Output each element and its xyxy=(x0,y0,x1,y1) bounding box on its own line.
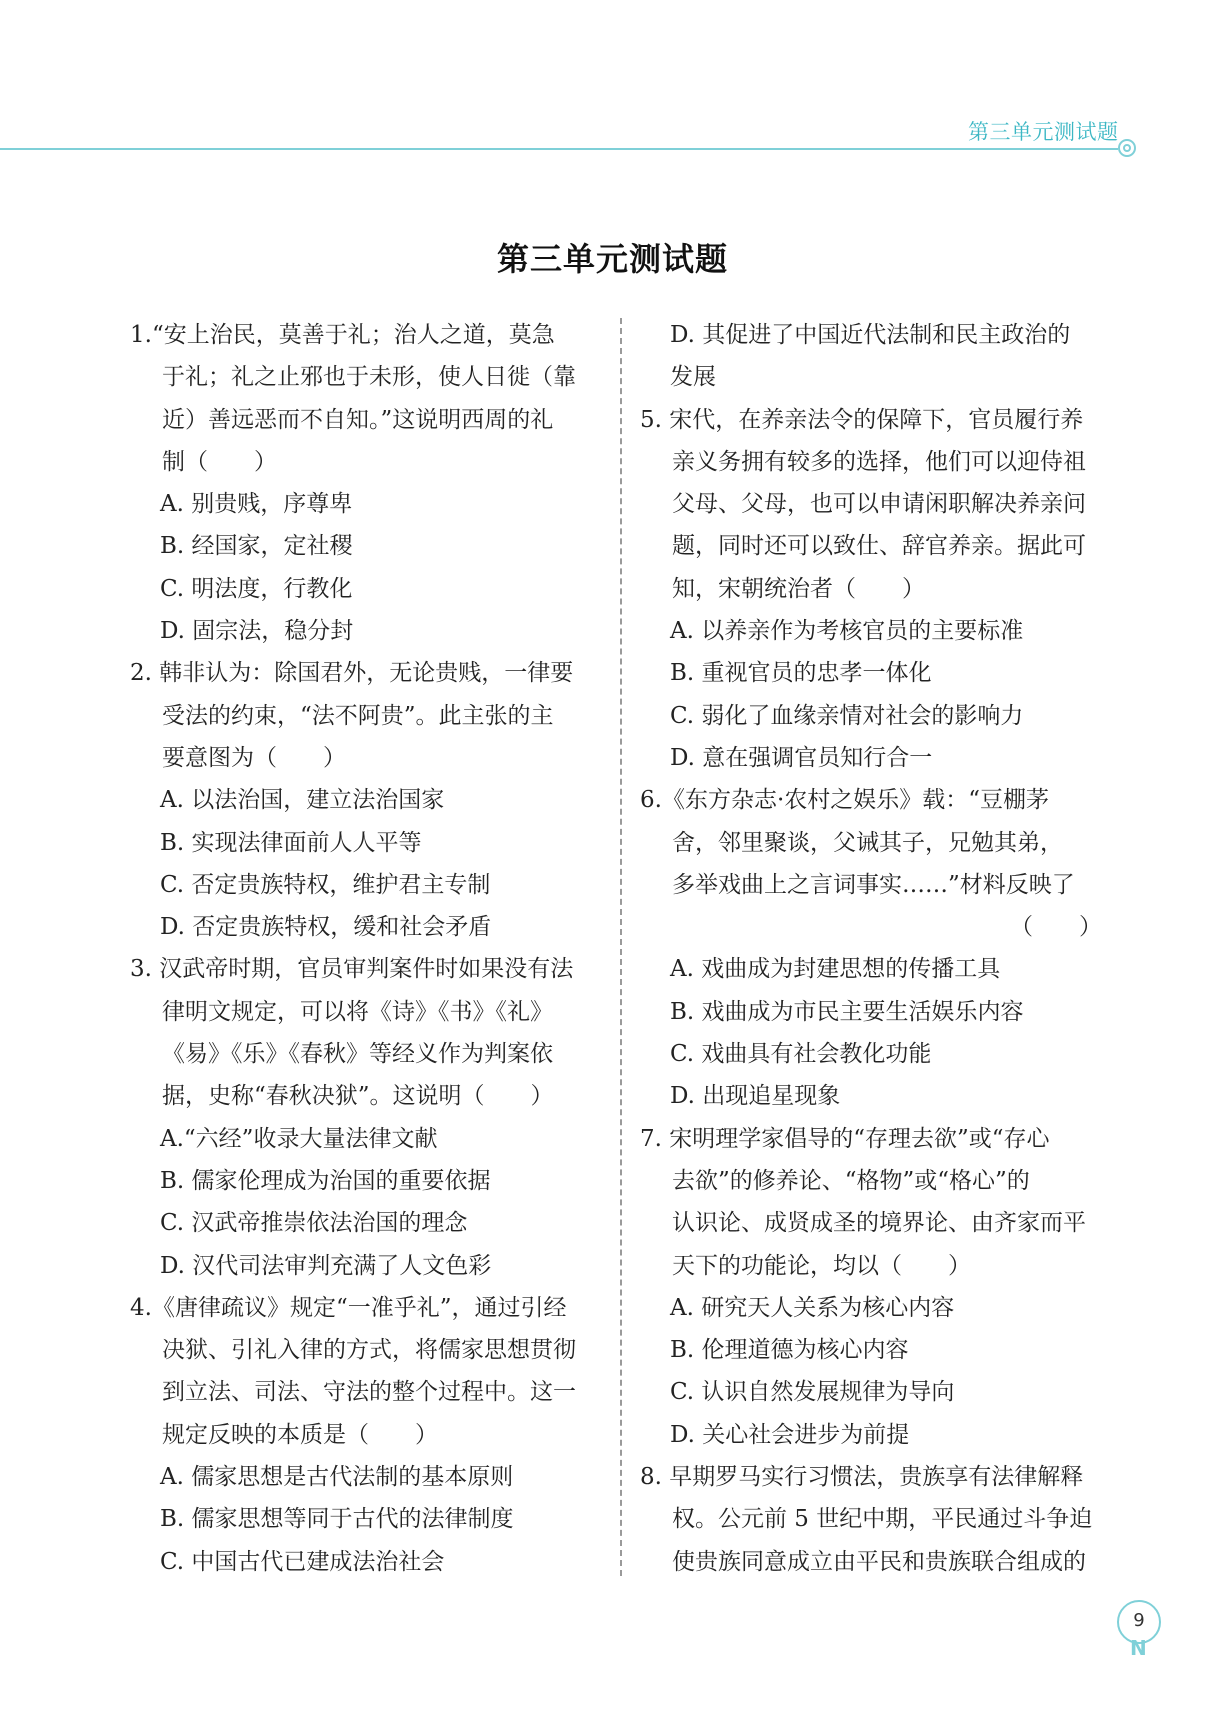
option-line: C. 明法度，行教化 xyxy=(160,575,353,602)
option-line: D. 其促进了中国近代法制和民主政治的 xyxy=(670,322,1071,348)
page-title: 第三单元测试题 xyxy=(496,240,728,278)
question-line: 去欲”的修养论、“格物”或“格心”的 xyxy=(672,1167,1030,1194)
question-line: 1.“安上治民，莫善于礼；治人之道，莫急 xyxy=(130,322,555,348)
option-line: C. 认识自然发展规律为导向 xyxy=(670,1379,955,1406)
option-line: C. 否定贵族特权，维护君主专制 xyxy=(160,871,491,898)
option-line: A.“六经”收录大量法律文献 xyxy=(160,1125,438,1152)
question-line: 受法的约束，“法不阿贵”。此主张的主 xyxy=(162,702,554,729)
page-number: 9 xyxy=(1117,1600,1161,1644)
question-line: 题，同时还可以致仕、辞官养亲。据此可 xyxy=(672,533,1086,560)
question-line: 据，史称“春秋决狱”。这说明（ ） xyxy=(162,1083,554,1110)
question-line: 4.《唐律疏议》规定“一准乎礼”，通过引经 xyxy=(130,1294,567,1321)
question-line: 8. 早期罗马实行习惯法，贵族享有法律解释 xyxy=(640,1464,1084,1491)
option-line: A. 以法治国，建立法治国家 xyxy=(160,787,445,814)
option-line: D. 意在强调官员知行合一 xyxy=(670,744,933,771)
option-line: B. 实现法律面前人人平等 xyxy=(160,829,422,856)
question-line: 规定反映的本质是（ ） xyxy=(162,1421,438,1448)
question-line: 近）善远恶而不自知。”这说明西周的礼 xyxy=(162,406,554,433)
question-line: 要意图为（ ） xyxy=(162,744,346,771)
option-line: C. 中国古代已建成法治社会 xyxy=(160,1548,445,1575)
option-line: B. 戏曲成为市民主要生活娱乐内容 xyxy=(670,998,1024,1025)
option-line: A. 戏曲成为封建思想的传播工具 xyxy=(670,956,1001,983)
option-line: D. 出现追星现象 xyxy=(670,1083,841,1110)
option-line: C. 汉武帝推崇依法治国的理念 xyxy=(160,1210,468,1237)
option-line: C. 弱化了血缘亲情对社会的影响力 xyxy=(670,702,1024,729)
question-line: 天下的功能论，均以（ ） xyxy=(672,1252,971,1279)
option-line: A. 研究天人关系为核心内容 xyxy=(670,1294,955,1321)
question-line: 知，宋朝统治者（ ） xyxy=(672,575,925,602)
question-line: 7. 宋明理学家倡导的“存理去欲”或“存心 xyxy=(640,1125,1050,1152)
option-line: D. 关心社会进步为前提 xyxy=(670,1421,910,1448)
question-line: 制（ ） xyxy=(162,448,277,475)
question-line: 多举戏曲上之言词事实……”材料反映了 xyxy=(672,871,1075,898)
question-line: 使贵族同意成立由平民和贵族联合组成的 xyxy=(672,1548,1086,1575)
question-line: 3. 汉武帝时期，官员审判案件时如果没有法 xyxy=(130,956,574,983)
option-line: B. 伦理道德为核心内容 xyxy=(670,1337,909,1364)
question-line: 亲义务拥有较多的选择，他们可以迎侍祖 xyxy=(672,448,1086,475)
answer-bracket: （ ） xyxy=(1010,914,1102,941)
option-line: B. 重视官员的忠孝一体化 xyxy=(670,660,932,687)
column-divider xyxy=(620,318,622,1576)
option-line: 发展 xyxy=(670,364,716,391)
question-line: 2. 韩非认为：除国君外，无论贵贱，一律要 xyxy=(130,660,574,687)
question-line: 6.《东方杂志·农村之娱乐》载：“豆棚茅 xyxy=(640,787,1050,814)
question-line: 决狱、引礼入律的方式，将儒家思想贯彻 xyxy=(162,1337,576,1364)
option-line: D. 汉代司法审判充满了人文色彩 xyxy=(160,1252,492,1279)
option-line: A. 别贵贱，序尊卑 xyxy=(160,491,353,518)
question-line: 认识论、成贤成圣的境界论、由齐家而平 xyxy=(672,1210,1086,1237)
question-line: 权。公元前 5 世纪中期，平民通过斗争迫 xyxy=(672,1506,1093,1533)
question-line: 舍，邻里聚谈，父诫其子，兄勉其弟， xyxy=(672,829,1063,856)
option-line: B. 儒家思想等同于古代的法律制度 xyxy=(160,1506,514,1533)
right-column xyxy=(640,314,1110,1583)
question-line: 于礼；礼之止邪也于未形，使人日徙（靠 xyxy=(162,364,576,391)
ring-icon xyxy=(1118,139,1136,157)
question-line: 律明文规定，可以将《诗》《书》《礼》 xyxy=(162,998,553,1025)
option-line: A. 儒家思想是古代法制的基本原则 xyxy=(160,1464,514,1491)
left-column xyxy=(130,314,600,1583)
question-line: 父母、父母，也可以申请闲职解决养亲问 xyxy=(672,491,1086,518)
option-line: C. 戏曲具有社会教化功能 xyxy=(670,1041,932,1068)
option-line: B. 儒家伦理成为治国的重要依据 xyxy=(160,1167,491,1194)
header-rule xyxy=(0,148,1118,150)
logo-mark-icon: N xyxy=(1130,1636,1147,1660)
option-line: A. 以养亲作为考核官员的主要标准 xyxy=(670,618,1024,645)
question-line: 《易》《乐》《春秋》等经义作为判案依 xyxy=(162,1041,553,1068)
option-line: D. 固宗法，稳分封 xyxy=(160,618,354,645)
option-line: B. 经国家，定社稷 xyxy=(160,533,353,560)
question-line: 到立法、司法、守法的整个过程中。这一 xyxy=(162,1379,576,1406)
running-header: 第三单元测试题 xyxy=(968,120,1119,144)
question-line: 5. 宋代，在养亲法令的保障下，官员履行养 xyxy=(640,406,1084,433)
option-line: D. 否定贵族特权，缓和社会矛盾 xyxy=(160,914,492,941)
